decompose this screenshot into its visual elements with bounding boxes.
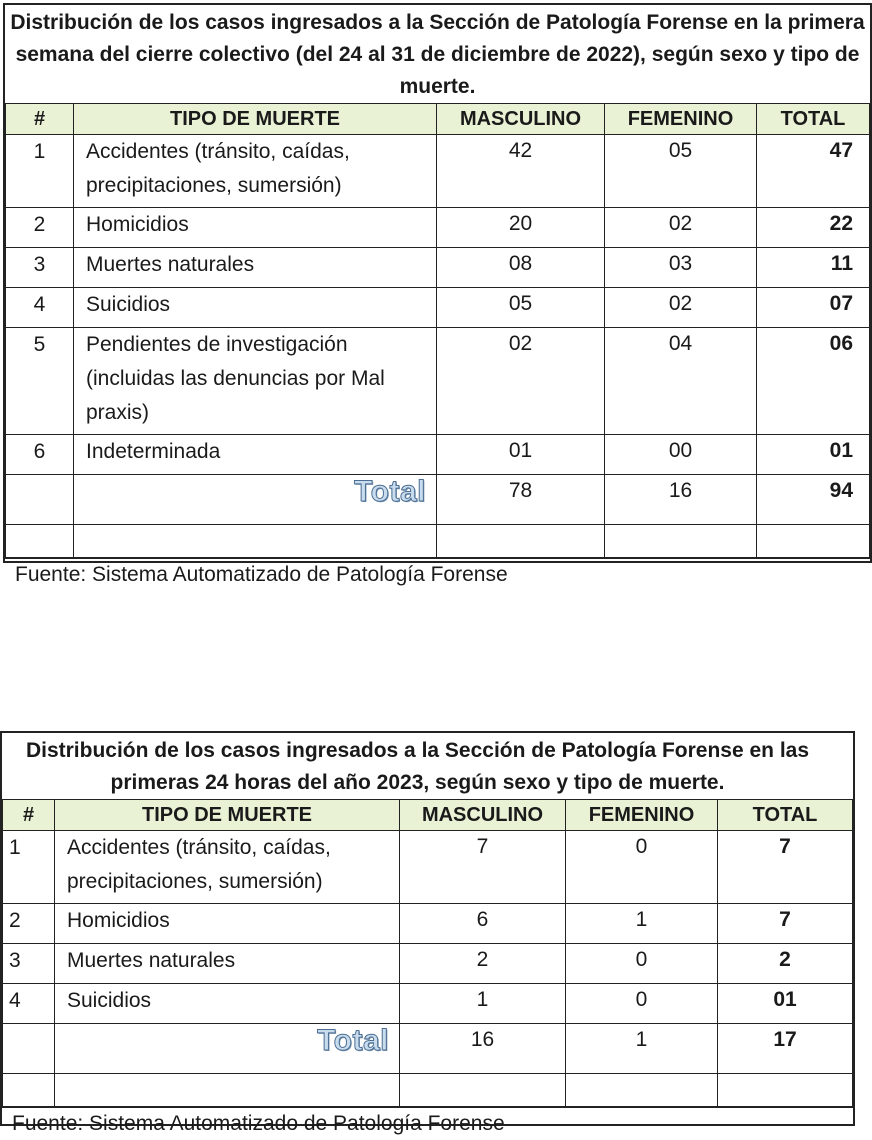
row-type: Pendientes de investigación (incluidas las denuncias por Mal praxis): [74, 328, 437, 435]
row-number: 1: [6, 135, 74, 208]
table-row: [6, 435, 870, 475]
total-male: 16: [400, 1024, 566, 1074]
row-number: 1: [3, 831, 55, 904]
header-row: [3, 800, 853, 831]
total-label-cell: [55, 1024, 400, 1074]
table-row: [3, 944, 853, 984]
table-row: [6, 328, 870, 435]
row-male: 2: [400, 944, 566, 984]
row-total: 47: [757, 135, 870, 208]
col-total: TOTAL: [718, 800, 853, 831]
row-male: 42: [437, 135, 605, 208]
row-male: 7: [400, 831, 566, 904]
col-number: #: [6, 104, 74, 135]
row-number: 5: [6, 328, 74, 435]
row-male: 6: [400, 904, 566, 944]
empty-cell: [6, 475, 74, 525]
table-row: [6, 135, 870, 208]
total-total: 17: [718, 1024, 853, 1074]
total-female: 1: [566, 1024, 718, 1074]
total-row: [3, 1024, 853, 1074]
row-number: 4: [3, 984, 55, 1024]
total-row: [6, 475, 870, 525]
row-female: 02: [605, 208, 757, 248]
table-row: [6, 288, 870, 328]
row-number: 2: [3, 904, 55, 944]
empty-row: [6, 525, 870, 558]
col-female: FEMENINO: [566, 800, 718, 831]
col-type: TIPO DE MUERTE: [74, 104, 437, 135]
row-total: 7: [718, 904, 853, 944]
row-type: Homicidios: [55, 904, 400, 944]
row-number: 6: [6, 435, 74, 475]
row-type: Muertes naturales: [74, 248, 437, 288]
row-number: 3: [6, 248, 74, 288]
row-female: 00: [605, 435, 757, 475]
data-table: [2, 799, 853, 1107]
table-row: [6, 208, 870, 248]
row-male: 05: [437, 288, 605, 328]
row-female: 0: [566, 831, 718, 904]
total-label-cell: [74, 475, 437, 525]
row-total: 11: [757, 248, 870, 288]
row-type: Accidentes (tránsito, caídas, precipitaciones, sumersión): [55, 831, 400, 904]
row-type: Muertes naturales: [55, 944, 400, 984]
col-male: MASCULINO: [437, 104, 605, 135]
header-row: [6, 104, 870, 135]
total-total: 94: [757, 475, 870, 525]
col-type: TIPO DE MUERTE: [55, 800, 400, 831]
table-2022: [3, 3, 872, 586]
table-row: [3, 831, 853, 904]
row-type: Indeterminada: [74, 435, 437, 475]
col-male: MASCULINO: [400, 800, 566, 831]
row-number: 3: [3, 944, 55, 984]
row-female: 02: [605, 288, 757, 328]
row-total: 7: [718, 831, 853, 904]
row-total: 01: [757, 435, 870, 475]
row-total: 2: [718, 944, 853, 984]
total-female: 16: [605, 475, 757, 525]
row-total: 22: [757, 208, 870, 248]
total-label: Total: [354, 475, 426, 508]
col-number: #: [3, 800, 55, 831]
row-male: 1: [400, 984, 566, 1024]
row-total: 07: [757, 288, 870, 328]
row-female: 0: [566, 944, 718, 984]
row-total: 06: [757, 328, 870, 435]
empty-cell: [3, 1024, 55, 1074]
empty-row: [3, 1074, 853, 1107]
row-type: Suicidios: [74, 288, 437, 328]
source-note: Fuente: Sistema Automatizado de Patología Forense: [2, 1107, 853, 1140]
total-male: 78: [437, 475, 605, 525]
row-female: 04: [605, 328, 757, 435]
row-number: 4: [6, 288, 74, 328]
source-note: Fuente: Sistema Automatizado de Patología Forense: [5, 558, 870, 591]
row-type: Suicidios: [55, 984, 400, 1024]
row-male: 02: [437, 328, 605, 435]
data-table: [5, 103, 870, 558]
table-row: [3, 904, 853, 944]
row-female: 0: [566, 984, 718, 1024]
table-row: [3, 984, 853, 1024]
row-female: 03: [605, 248, 757, 288]
row-female: 05: [605, 135, 757, 208]
row-male: 01: [437, 435, 605, 475]
table-2023: [0, 731, 855, 1135]
table-title: Distribución de los casos ingresados a la Sección de Patología Forense en las primeras 24 horas del año 2023, según sexo y tipo de muerte.: [25, 739, 810, 794]
row-male: 20: [437, 208, 605, 248]
col-total: TOTAL: [757, 104, 870, 135]
row-female: 1: [566, 904, 718, 944]
table-row: [6, 248, 870, 288]
row-male: 08: [437, 248, 605, 288]
row-total: 01: [718, 984, 853, 1024]
row-type: Accidentes (tránsito, caídas, precipitaciones, sumersión): [74, 135, 437, 208]
total-label: Total: [317, 1024, 389, 1057]
table-title: Distribución de los casos ingresados a la Sección de Patología Forense en la primera semana del cierre colectivo (del 24 al 31 de diciembre de 2022), según sexo y tipo de muerte.: [10, 11, 865, 98]
row-number: 2: [6, 208, 74, 248]
col-female: FEMENINO: [605, 104, 757, 135]
row-type: Homicidios: [74, 208, 437, 248]
